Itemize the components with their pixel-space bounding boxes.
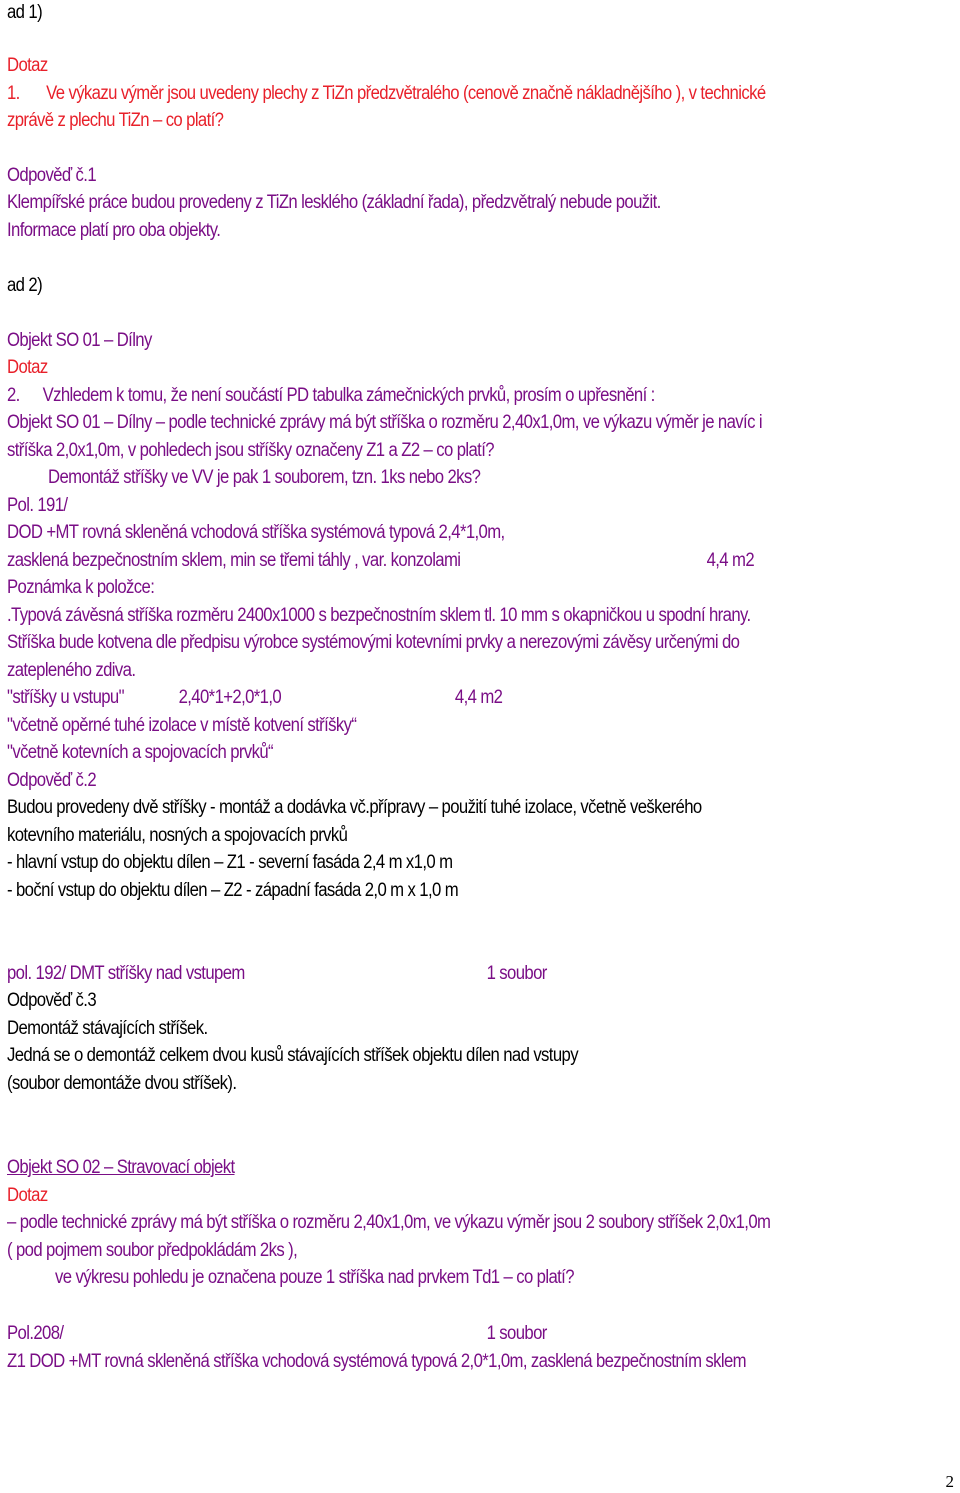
calc-expression: 2,40*1+2,0*1,0 <box>178 687 282 708</box>
dotaz2-line: stříška 2,0x1,0m, v pohledech jsou stříšky označeny Z1 a Z2 – co platí? <box>7 440 494 461</box>
object-so01-title: Objekt SO 01 – Dílny <box>7 330 152 351</box>
odpoved2-line: Budou provedeny dvě stříšky - montáž a dodávka vč.přípravy – použití tuhé izolace, včetně veškerého <box>7 797 702 818</box>
dotaz3-line: – podle technické zprávy má být stříška o rozměru 2,40x1,0m, ve výkazu výměr jsou 2 soubory stříšek 2,0x1,0m <box>7 1212 771 1233</box>
pol191-line: DOD +MT rovná skleněná vchodová stříška systémová typová 2,4*1,0m, <box>7 522 505 543</box>
page-number: 2 <box>945 1472 954 1491</box>
pol208-label: Pol.208/ <box>7 1323 64 1344</box>
ad1-heading: ad 1) <box>7 2 43 23</box>
note-line: .Typová závěsná stříška rozměru 2400x1000 s bezpečnostním sklem tl. 10 mm s okapničkou u spodní hrany. <box>7 605 751 626</box>
odpoved3-line: Demontáž stávajících stříšek. <box>7 1018 208 1039</box>
odpoved1-line: Informace platí pro oba objekty. <box>7 220 221 241</box>
pol192-quantity: 1 soubor <box>486 963 547 984</box>
note-line: Stříška bude kotvena dle předpisu výrobce systémovými kotevními prvky a nerezovými závěsy určenými do <box>7 632 740 653</box>
dotaz1-question: Ve výkazu výměr jsou uvedeny plechy z TiZn předzvětralého (cenově značně nákladnějšího ), v technické <box>46 83 766 104</box>
ad2-heading: ad 2) <box>7 275 43 296</box>
calc-label: "stříšky u vstupu" <box>7 687 124 708</box>
dotaz1-number: 1. <box>7 83 20 104</box>
note-label: Poznámka k položce: <box>7 577 155 598</box>
odpoved2-label: Odpověď č.2 <box>7 770 97 791</box>
pol208-quantity: 1 soubor <box>486 1323 547 1344</box>
odpoved3-label: Odpověď č.3 <box>7 990 97 1011</box>
odpoved1-label: Odpověď č.1 <box>7 165 97 186</box>
odpoved2-line: - hlavní vstup do objektu dílen – Z1 - severní fasáda 2,4 m x1,0 m <box>7 852 453 873</box>
odpoved3-line: Jedná se o demontáž celkem dvou kusů stávajících stříšek objektu dílen nad vstupy <box>7 1045 578 1066</box>
calc-quantity: 4,4 m2 <box>454 687 503 708</box>
inclusion-line: "včetně opěrné tuhé izolace v místě kotvení stříšky“ <box>7 715 357 736</box>
pol191-quantity: 4,4 m2 <box>706 550 755 571</box>
pol208-description: Z1 DOD +MT rovná skleněná stříška vchodová systémová typová 2,0*1,0m, zasklená bezpečnostním sklem <box>7 1351 746 1372</box>
dotaz2-line: Objekt SO 01 – Dílny – podle technické zprávy má být stříška o rozměru 2,40x1,0m, ve výkazu výměr je navíc i <box>7 412 762 433</box>
calc-line <box>7 687 503 709</box>
pol192-line <box>7 963 547 985</box>
pol191-description: zasklená bezpečnostním sklem, min se třemi táhly , var. konzolami <box>7 550 461 571</box>
dotaz3-label: Dotaz <box>7 1185 48 1206</box>
dotaz1-text <box>7 83 766 105</box>
odpoved3-line: (soubor demontáže dvou stříšek). <box>7 1073 237 1094</box>
dotaz2-number: 2. <box>7 385 20 406</box>
odpoved1-line: Klempířské práce budou provedeny z TiZn lesklého (základní řada), předzvětralý nebude použit. <box>7 192 661 213</box>
dotaz2-question: Vzhledem k tomu, že není součástí PD tabulka zámečnických prvků, prosím o upřesnění : <box>42 385 655 406</box>
dotaz2-line: Demontáž stříšky ve VV je pak 1 souborem, tzn. 1ks nebo 2ks? <box>48 467 481 488</box>
dotaz3-line: ( pod pojmem soubor předpokládám 2ks ), <box>7 1240 298 1261</box>
object-so02-title: Objekt SO 02 – Stravovací objekt <box>7 1157 235 1178</box>
pol208-line <box>7 1323 547 1345</box>
dotaz2-text <box>7 385 655 407</box>
pol191-line <box>7 550 755 572</box>
dotaz1-label: Dotaz <box>7 55 48 76</box>
odpoved2-line: - boční vstup do objektu dílen – Z2 - západní fasáda 2,0 m x 1,0 m <box>7 880 459 901</box>
pol192-label: pol. 192/ DMT stříšky nad vstupem <box>7 963 245 984</box>
dotaz2-label: Dotaz <box>7 357 48 378</box>
dotaz3-line: ve výkresu pohledu je označena pouze 1 stříška nad prvkem Td1 – co platí? <box>55 1267 574 1288</box>
pol191-label: Pol. 191/ <box>7 495 68 516</box>
inclusion-line: "včetně kotevních a spojovacích prvků“ <box>7 742 273 763</box>
dotaz1-question-cont: zprávě z plechu TiZn – co platí? <box>7 110 224 131</box>
odpoved2-line: kotevního materiálu, nosných a spojovacích prvků <box>7 825 348 846</box>
note-line: zatepleného zdiva. <box>7 660 136 681</box>
